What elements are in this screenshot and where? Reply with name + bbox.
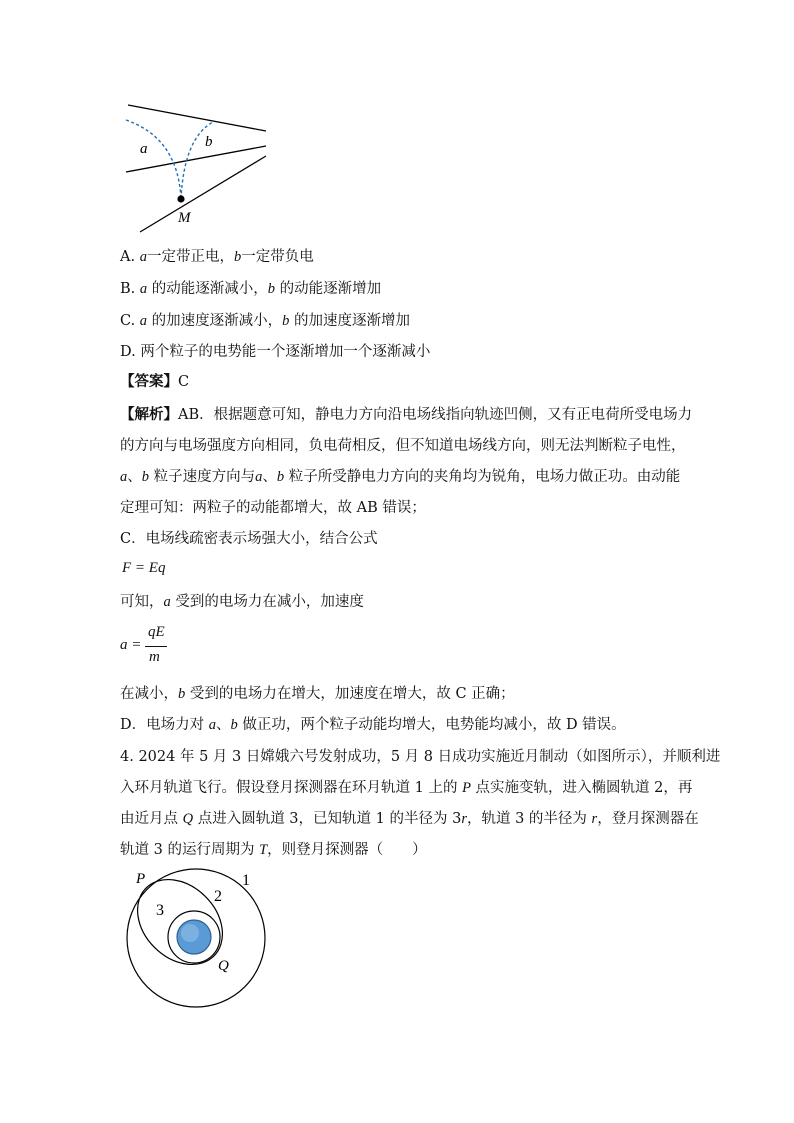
moon-highlight — [181, 924, 199, 942]
orbit-figure — [118, 866, 278, 1016]
option-C: C. a 的加速度逐渐减小，b 的加速度逐渐增加 — [120, 313, 411, 329]
fraction-bar — [145, 646, 167, 647]
answer-line — [120, 372, 189, 392]
label-3: 3 — [156, 902, 164, 919]
analysis-line-5: C．电场线疏密表示场强大小，结合公式 — [120, 531, 378, 547]
point-M-dot — [177, 195, 184, 202]
option-A: A. a一定带正电，b一定带负电 — [120, 249, 314, 265]
analysis-line-2: 的方向与电场强度方向相同，负电荷相反，但不知道电场线方向，则无法判断粒子电性， — [120, 438, 686, 454]
question4-line-4: 轨道 3 的运行周期为 T，则登月探测器（ ） — [120, 842, 427, 858]
formula-numerator: qE — [148, 624, 165, 640]
label-Q: Q — [218, 958, 229, 974]
label-P: P — [136, 871, 146, 887]
analysis-line-1: 【解析】AB．根据题意可知，静电力方向沿电场线指向轨迹凹侧，又有正电荷所受电场力 — [120, 406, 693, 423]
field-lines-figure — [118, 98, 278, 233]
label-1: 1 — [242, 872, 250, 889]
answer-value: C — [178, 374, 190, 390]
formula-lhs: a = — [120, 637, 142, 653]
option-B: B. a 的动能逐渐减小，b 的动能逐渐增加 — [120, 281, 382, 297]
analysis-line-7: 在减小，b 受到的电场力在增大，加速度在增大，故 C 正确； — [120, 686, 515, 702]
analysis-line-6: 可知，a 受到的电场力在减小，加速度 — [120, 594, 364, 610]
label-M: M — [178, 210, 191, 226]
question4-line-1: 4. 2024 年 5 月 3 日嫦娥六号发射成功，5 月 8 日成功实施近月制动（如图所示），并顺利进 — [120, 749, 721, 765]
label-2: 2 — [214, 888, 222, 905]
formula-F-Eq: F = Eq — [122, 560, 166, 576]
analysis-line-8: D．电场力对 a、b 做正功，两个粒子动能均增大，电势能均减小，故 D 错误。 — [120, 717, 626, 733]
formula-denominator: m — [149, 649, 160, 665]
label-a: a — [140, 141, 148, 157]
analysis-label: 【解析】 — [120, 406, 178, 423]
answer-label: 【答案】 — [120, 373, 178, 390]
field-line-top — [128, 105, 266, 131]
question4-line-3: 由近月点 Q 点进入圆轨道 3，已知轨道 1 的半径为 3r，轨道 3 的半径为 r，登月探测器在 — [120, 811, 699, 827]
question4-line-2: 入环月轨道飞行。假设登月探测器在环月轨道 1 上的 P 点实施变轨，进入椭圆轨道 2，再 — [120, 780, 693, 796]
label-b: b — [205, 134, 213, 150]
option-D: D. 两个粒子的电势能一个逐渐增加一个逐渐减小 — [120, 344, 431, 360]
field-line-bottom — [140, 156, 266, 232]
analysis-line-4: 定理可知：两粒子的动能都增大，故 AB 错误； — [120, 500, 426, 516]
formula-a-qE-m — [120, 624, 180, 668]
trajectory-a — [126, 120, 181, 199]
analysis-line-3: a、b 粒子速度方向与a、b 粒子所受静电力方向的夹角均为锐角，电场力做正功。由动能 — [120, 469, 681, 485]
